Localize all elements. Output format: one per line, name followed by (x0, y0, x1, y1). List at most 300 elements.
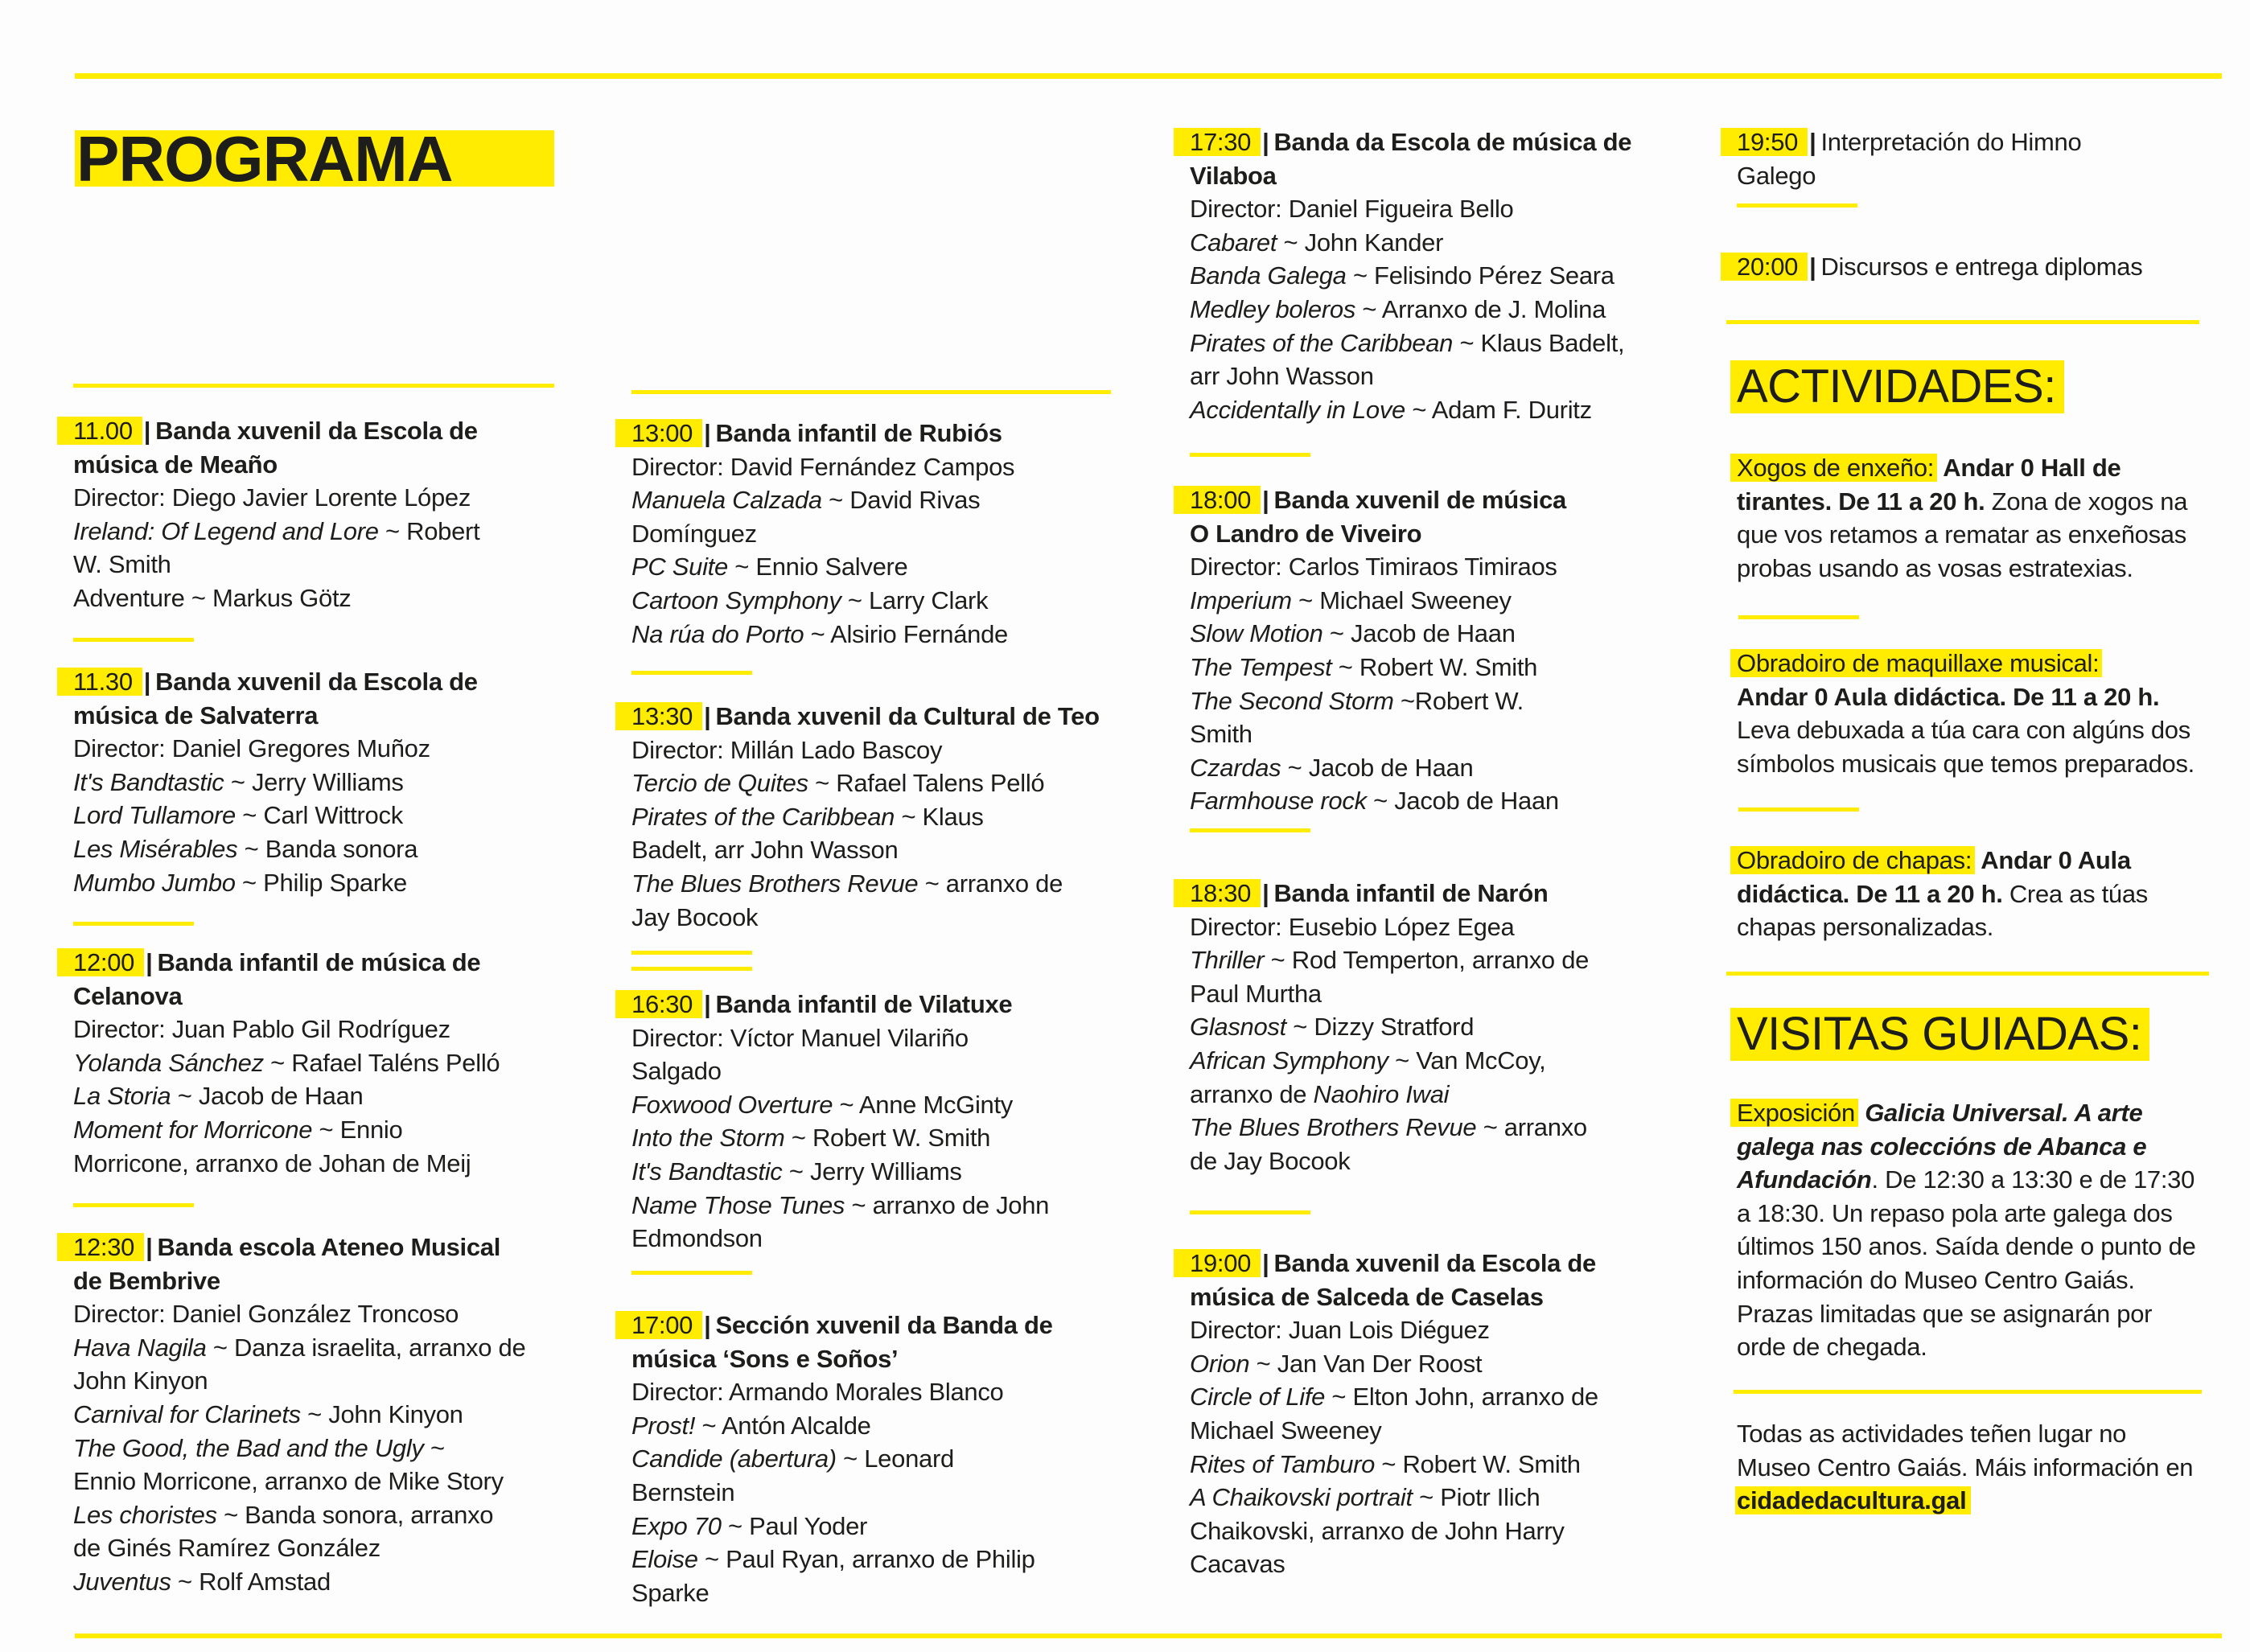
separator-bar: | (1262, 128, 1269, 156)
visita-line (1737, 1197, 2236, 1231)
piece-line (631, 1409, 1053, 1443)
piece-line (631, 517, 1014, 551)
band-name: Banda xuvenil da Escola de (155, 417, 478, 445)
time-badge: 19:50 (1721, 128, 1808, 156)
piece-line (73, 1046, 500, 1080)
piece-title: Hava Nagila (73, 1333, 207, 1362)
piece-composer: ~ Carl Wittrock (235, 801, 403, 830)
bottom-rule (75, 1634, 2222, 1638)
piece-title: Tercio de Quites (631, 769, 808, 798)
band-name-line (1190, 1280, 1598, 1314)
separator (1190, 1210, 1310, 1214)
piece-composer: ~ Jerry Williams (782, 1157, 962, 1186)
top-rule (75, 73, 2222, 79)
piece-line (1190, 327, 1631, 360)
separator-bar: | (1262, 879, 1269, 907)
piece-line (1190, 1514, 1598, 1548)
piece-composer: arr John Wasson (1190, 362, 1374, 391)
program-entry (1190, 877, 1589, 1177)
band-name: Galego (1737, 161, 1816, 190)
band-name-line (73, 448, 479, 482)
website-link[interactable]: cidadedacultura.gal (1735, 1486, 1971, 1514)
piece-composer: ~ Michael Sweeney (1291, 586, 1512, 614)
visita-text: Galicia Universal. A arte (1857, 1099, 2143, 1127)
band-name-line (73, 1231, 525, 1264)
piece-composer: ~ Piotr Ilich (1412, 1483, 1540, 1512)
piece-title: Prost! (631, 1411, 696, 1440)
piece-title: Cabaret (1190, 228, 1277, 257)
band-name: Banda infantil de Vilatuxe (715, 990, 1013, 1018)
piece-composer: ~ Paul Yoder (721, 1511, 868, 1540)
piece-line (631, 1189, 1049, 1223)
director: Director: Millán Lado Bascoy (631, 735, 943, 764)
piece-line (1190, 1448, 1598, 1481)
piece-line (631, 1121, 1049, 1155)
piece-composer: ~ Rod Temperton, arranxo de (1264, 946, 1590, 975)
piece-title: Into the Storm (631, 1124, 785, 1153)
activity-line (1737, 910, 2148, 944)
piece-title: Pirates of the Caribbean (631, 802, 895, 831)
piece-title: Les Misérables (73, 834, 238, 863)
director: Director: Eusebio López Egea (1190, 912, 1515, 941)
piece-line (73, 1498, 525, 1532)
programa-title-box (75, 123, 554, 195)
band-name: Banda escola Ateneo Musical (157, 1233, 501, 1261)
program-entry (631, 700, 1100, 934)
piece-composer: ~ Jacob de Haan (171, 1082, 364, 1111)
piece-line (1190, 1010, 1589, 1044)
piece-composer: ~ Ennio Salvere (727, 553, 908, 581)
piece-title: The Blues Brothers Revue (631, 869, 919, 898)
piece-title: Ireland: Of Legend and Lore (73, 516, 379, 545)
activity-name: Obradoiro de maquillaxe musical: (1730, 649, 2102, 677)
piece-composer: ~ Elton John, arranxo de (1325, 1383, 1598, 1412)
separator-bar: | (1809, 128, 1816, 156)
visita-text (1858, 1099, 2142, 1127)
director: Director: Armando Morales Blanco (631, 1378, 1004, 1407)
program-entry (1190, 125, 1631, 426)
program-entry (1737, 125, 2081, 192)
piece-line (73, 1147, 500, 1181)
band-name-line (1737, 125, 2081, 159)
piece-composer: ~ (423, 1433, 445, 1462)
piece-line (73, 1465, 525, 1498)
band-name: Vilaboa (1190, 161, 1277, 190)
footer-line: Museo Centro Gaiás. Máis información en (1737, 1453, 2194, 1481)
activity-text: Andar 0 Aula didáctica. De 11 a 20 h. (1737, 682, 2160, 711)
piece-line (1190, 943, 1589, 977)
piece-line (73, 581, 479, 615)
piece-composer: Adventure ~ Markus Götz (73, 583, 352, 612)
band-name-line (1190, 877, 1589, 910)
activity-text: Crea as túas (2002, 879, 2148, 908)
piece-line (73, 1565, 525, 1599)
piece-composer: ~ Arranxo de J. Molina (1355, 294, 1606, 323)
separator-bar: | (1262, 1249, 1269, 1277)
band-name-line (1190, 517, 1566, 551)
band-name-line (631, 1342, 1053, 1376)
visita-item (1737, 1096, 2236, 1364)
visita-text: Prazas limitadas que se asignarán por (1737, 1299, 2153, 1328)
column-1-rule (73, 384, 554, 388)
piece-composer: ~ arranxo de John (845, 1190, 1050, 1219)
piece-composer: ~ Banda sonora (237, 834, 418, 863)
visita-label: Exposición (1730, 1099, 1858, 1127)
piece-line (631, 1054, 1049, 1088)
time-badge: 12:30 (57, 1233, 144, 1261)
piece-composer: ~ John Kander (1277, 228, 1444, 257)
separator (1190, 453, 1310, 457)
director: Director: Juan Lois Diéguez (1190, 1316, 1490, 1345)
piece-line (631, 1155, 1049, 1189)
visita-first-line (1737, 1096, 2236, 1130)
piece-composer: ~ Klaus (895, 802, 984, 831)
piece-title: Orion (1190, 1349, 1250, 1378)
band-name-line (631, 988, 1049, 1021)
piece-line (73, 866, 478, 900)
visita-text: últimos 150 anos. Saída dende o punto de (1737, 1232, 2196, 1261)
program-entry (631, 1309, 1053, 1609)
visita-line (1737, 1163, 2236, 1197)
visitas-heading: VISITAS GUIADAS: (1730, 1008, 2149, 1061)
piece-composer: Smith (1190, 720, 1253, 749)
separator-bar: | (1809, 253, 1816, 281)
piece-line (1190, 751, 1566, 785)
visita-body (1737, 1130, 2236, 1364)
visita-line (1737, 1330, 2236, 1364)
piece-line (73, 766, 478, 799)
piece-title: La Storia (73, 1082, 171, 1111)
time-badge: 18:30 (1174, 879, 1261, 907)
piece-composer: ~ David Rivas (821, 486, 981, 515)
piece-composer: Sparke (631, 1578, 710, 1607)
visita-text: Afundación (1737, 1165, 1872, 1194)
piece-line (1190, 977, 1589, 1011)
band-name: música ‘Sons e Soños’ (631, 1344, 899, 1373)
piece-line (73, 1364, 525, 1398)
piece-composer: W. Smith (73, 550, 171, 579)
piece-line (1190, 1481, 1598, 1514)
piece-title: Moment for Morricone (73, 1115, 313, 1144)
band-name-line (1190, 483, 1566, 517)
director: Director: David Fernández Campos (631, 452, 1015, 481)
piece-composer: ~ arranxo de (918, 869, 1063, 898)
piece-line (631, 1543, 1053, 1576)
page-title: PROGRAMA (76, 123, 453, 195)
activity-text: didáctica. De 11 a 20 h. (1737, 879, 2003, 908)
piece-line (1190, 226, 1631, 260)
program-entry (73, 665, 478, 899)
visita-line (1737, 1264, 2236, 1297)
separator-bar: | (143, 417, 151, 445)
piece-composer: ~ Klaus Badelt, (1453, 328, 1625, 357)
visita-text: a 18:30. Un repaso pola arte galega dos (1737, 1198, 2173, 1227)
piece-title: Slow Motion (1190, 619, 1323, 648)
separator (73, 1203, 194, 1207)
program-entry (631, 417, 1014, 651)
time-badge: 17:30 (1174, 128, 1261, 156)
activity-item (1737, 647, 2194, 780)
piece-line (631, 584, 1014, 618)
piece-composer: Ennio Morricone, arranxo de Mike Story (73, 1467, 504, 1496)
piece-line (73, 799, 478, 832)
piece-composer: ~ Rafael Taléns Pelló (263, 1048, 500, 1077)
piece-composer: ~ Larry Clark (841, 586, 989, 614)
band-name: Banda xuvenil da Escola de (1273, 1249, 1596, 1277)
piece-title: The Tempest (1190, 652, 1332, 681)
visita-text: . De 12:30 a 13:30 e de 17:30 (1871, 1165, 2195, 1194)
piece-title: Medley boleros (1190, 294, 1356, 323)
time-badge: 12:00 (57, 948, 144, 976)
director: Director: Víctor Manuel Vilariño (631, 1023, 969, 1052)
band-name-line (631, 700, 1100, 734)
piece-line (73, 1432, 525, 1465)
separator (1738, 615, 1859, 619)
separator-bar: | (704, 990, 711, 1018)
director: Director: Diego Javier Lorente López (73, 483, 471, 512)
piece-title: Expo 70 (631, 1511, 722, 1540)
piece-composer: ~ Danza israelita, arranxo de (206, 1333, 526, 1362)
piece-line (1190, 1380, 1598, 1414)
program-entry (1737, 250, 2142, 284)
activity-text: probas usando as vosas estratexias. (1737, 553, 2133, 582)
band-name: O Landro de Viveiro (1190, 519, 1422, 548)
visita-text: información do Museo Centro Gaiás. (1737, 1265, 2135, 1294)
piece-line (73, 1531, 525, 1565)
separator-bar: | (704, 702, 711, 730)
piece-composer: Domínguez (631, 519, 757, 548)
separator-bar: | (704, 419, 711, 447)
separator (631, 671, 752, 675)
piece-composer: ~ Van McCoy, (1388, 1046, 1546, 1075)
band-name-line (73, 946, 500, 980)
piece-line (1190, 584, 1566, 618)
band-name: Discursos e entrega diplomas (1820, 253, 2143, 281)
band-name-line (73, 665, 478, 699)
piece-title: Accidentally in Love (1190, 395, 1405, 424)
piece-title: Candide (abertura) (631, 1444, 837, 1473)
piece-composer: ~ John Kinyon (300, 1399, 463, 1428)
program-entry (1190, 1247, 1598, 1581)
visita-line (1737, 1297, 2236, 1331)
piece-composer: ~ Leonard (836, 1444, 954, 1473)
piece-line (1190, 1144, 1589, 1178)
separator (631, 1271, 752, 1275)
band-name-line (73, 1264, 525, 1298)
column-4-rule (1734, 1390, 2202, 1394)
activity-item (1737, 844, 2148, 944)
footer-link-line (1737, 1484, 2236, 1518)
director: Director: Daniel González Troncoso (73, 1300, 459, 1329)
piece-title: Manuela Calzada (631, 486, 822, 515)
piece-line (1190, 1547, 1598, 1581)
separator-bar: | (146, 948, 153, 976)
piece-title: Thriller (1190, 946, 1265, 975)
piece-composer: ~ Rafael Talens Pelló (808, 769, 1045, 798)
piece-composer: ~ Robert W. Smith (784, 1124, 991, 1153)
separator-bar: | (143, 668, 151, 696)
band-name-line (1737, 159, 2081, 193)
piece-line (1190, 784, 1566, 818)
band-name: Banda xuvenil da Escola de (155, 668, 478, 696)
activity-name: Xogos de enxeño: (1730, 454, 1937, 482)
time-badge: 20:00 (1721, 253, 1808, 281)
piece-line (1190, 617, 1566, 651)
activity-text: Andar 0 Aula (1975, 846, 2131, 874)
activity-text: Leva debuxada a túa cara con algúns dos (1737, 716, 2190, 745)
piece-title: Juventus (73, 1567, 171, 1596)
time-badge: 17:00 (615, 1311, 702, 1339)
separator (631, 951, 752, 955)
piece-line (631, 1510, 1053, 1543)
band-name: Interpretación do Himno (1820, 128, 2082, 156)
separator (73, 922, 194, 926)
piece-line (1190, 717, 1566, 751)
piece-title: Na rúa do Porto (631, 619, 804, 648)
band-name: Banda da Escola de música de (1273, 128, 1632, 156)
piece-title: Rites of Tamburo (1190, 1449, 1376, 1478)
piece-composer: ~ Antón Alcalde (695, 1411, 871, 1440)
piece-title: The Second Storm (1190, 686, 1394, 715)
separator (1737, 203, 1857, 208)
piece-line (1190, 684, 1566, 718)
separator-bar: | (704, 1311, 711, 1339)
piece-composer: Edmondson (631, 1224, 763, 1253)
piece-composer: ~ Alsirio Fernánde (804, 619, 1008, 648)
footer-note (1737, 1417, 2236, 1518)
piece-composer: Salgado (631, 1057, 722, 1086)
piece-line (631, 867, 1100, 901)
band-name-line (1190, 159, 1631, 193)
piece-line (631, 800, 1100, 834)
piece-composer: ~ Jacob de Haan (1322, 619, 1516, 648)
piece-line (1190, 360, 1631, 393)
piece-composer: ~ Banda sonora, arranxo (216, 1500, 494, 1529)
piece-line (631, 901, 1100, 935)
time-badge: 13:00 (615, 419, 702, 447)
program-entry (73, 414, 479, 615)
piece-title: Eloise (631, 1545, 698, 1574)
time-badge: 11.30 (57, 668, 142, 696)
band-name: Banda infantil de Narón (1273, 879, 1549, 907)
piece-title: It's Bandtastic (73, 767, 224, 796)
band-name: Banda xuvenil de música (1273, 486, 1566, 514)
band-name: Banda xuvenil da Cultural de Teo (715, 702, 1100, 730)
piece-title: Farmhouse rock (1190, 787, 1367, 816)
activity-line (1737, 844, 2148, 877)
piece-composer: ~ Paul Ryan, arranxo de Philip (697, 1545, 1035, 1574)
piece-line (631, 1576, 1053, 1610)
piece-title: Carnival for Clarinets (73, 1399, 301, 1428)
piece-composer: ~ Jacob de Haan (1366, 787, 1559, 816)
time-badge: 18:00 (1174, 486, 1261, 514)
band-name: Celanova (73, 981, 183, 1010)
piece-composer: Paul Murtha (1190, 979, 1322, 1008)
piece-title: Naohiro Iwai (1313, 1079, 1450, 1108)
activity-text: Andar 0 Hall de (1937, 454, 2121, 482)
piece-line (631, 1222, 1049, 1255)
activity-text: que vos retamos a rematar as enxeñosas (1737, 520, 2186, 549)
piece-title: Pirates of the Caribbean (1190, 328, 1454, 357)
piece-composer: ~ Anne McGinty (833, 1090, 1014, 1119)
piece-composer: ~ Philip Sparke (235, 868, 407, 897)
piece-composer: ~ Jan Van Der Roost (1249, 1349, 1483, 1378)
piece-composer: ~ Ennio (312, 1115, 403, 1144)
column-2-rule (631, 390, 1111, 394)
column-4-rule (1726, 972, 2209, 976)
director: Director: Juan Pablo Gil Rodríguez (73, 1015, 450, 1044)
footer-line: Todas as actividades teñen lugar no (1737, 1420, 2127, 1448)
piece-line (73, 548, 479, 581)
piece-composer: Chaikovski, arranxo de John Harry (1190, 1516, 1565, 1545)
activity-line (1737, 485, 2187, 519)
piece-line (1190, 1414, 1598, 1448)
separator-bar: | (1262, 486, 1269, 514)
activity-line (1737, 713, 2194, 747)
piece-composer: de Ginés Ramírez González (73, 1534, 380, 1563)
piece-title: Banda Galega (1190, 261, 1347, 290)
piece-line (1190, 1111, 1589, 1144)
piece-composer: ~ Adam F. Duritz (1405, 395, 1592, 424)
piece-line (1190, 1044, 1589, 1078)
activity-line (1737, 680, 2194, 714)
visita-text: orde de chegada. (1737, 1333, 1927, 1362)
activity-text: Zona de xogos na (1985, 487, 2188, 516)
band-name: Banda infantil de Rubiós (715, 419, 1002, 447)
piece-composer: ~ Robert W. Smith (1331, 652, 1538, 681)
piece-composer: ~ Jacob de Haan (1281, 753, 1474, 782)
separator (631, 967, 752, 971)
director: Director: Daniel Gregores Muñoz (73, 734, 430, 763)
activity-name: Obradoiro de chapas: (1730, 846, 1975, 874)
band-name-line (1190, 1247, 1598, 1280)
piece-title: Yolanda Sánchez (73, 1048, 264, 1077)
time-badge: 13:30 (615, 702, 702, 730)
piece-title: It's Bandtastic (631, 1157, 783, 1186)
band-name-line (1737, 250, 2142, 284)
activity-line (1737, 451, 2187, 485)
piece-line (1190, 651, 1566, 684)
band-name-line (631, 1309, 1053, 1342)
band-name: Banda infantil de música de (157, 948, 481, 976)
piece-composer: Jay Bocook (631, 902, 759, 931)
time-badge: 11.00 (57, 417, 142, 445)
activity-line (1737, 518, 2187, 552)
activity-line (1737, 747, 2194, 781)
time-badge: 19:00 (1174, 1249, 1261, 1277)
piece-composer: arranxo de (1190, 1079, 1314, 1108)
piece-line (631, 1088, 1049, 1122)
piece-line (73, 1079, 500, 1113)
band-name: música de Meaño (73, 450, 278, 479)
piece-line (73, 515, 479, 549)
piece-composer: ~ arranxo (1476, 1113, 1587, 1142)
band-name-line (73, 414, 479, 448)
piece-composer: ~ Felisindo Pérez Seara (1346, 261, 1614, 290)
piece-title: Les choristes (73, 1500, 217, 1529)
separator-bar: | (146, 1233, 153, 1261)
piece-line (631, 483, 1014, 517)
band-name: de Bembrive (73, 1266, 220, 1295)
piece-composer: Michael Sweeney (1190, 1416, 1382, 1444)
piece-line (631, 766, 1100, 800)
piece-line (631, 833, 1100, 867)
piece-line (1190, 393, 1631, 427)
piece-line (1190, 1078, 1589, 1112)
actividades-heading: ACTIVIDADES: (1730, 360, 2064, 413)
separator (1738, 808, 1859, 812)
piece-line (631, 550, 1014, 584)
